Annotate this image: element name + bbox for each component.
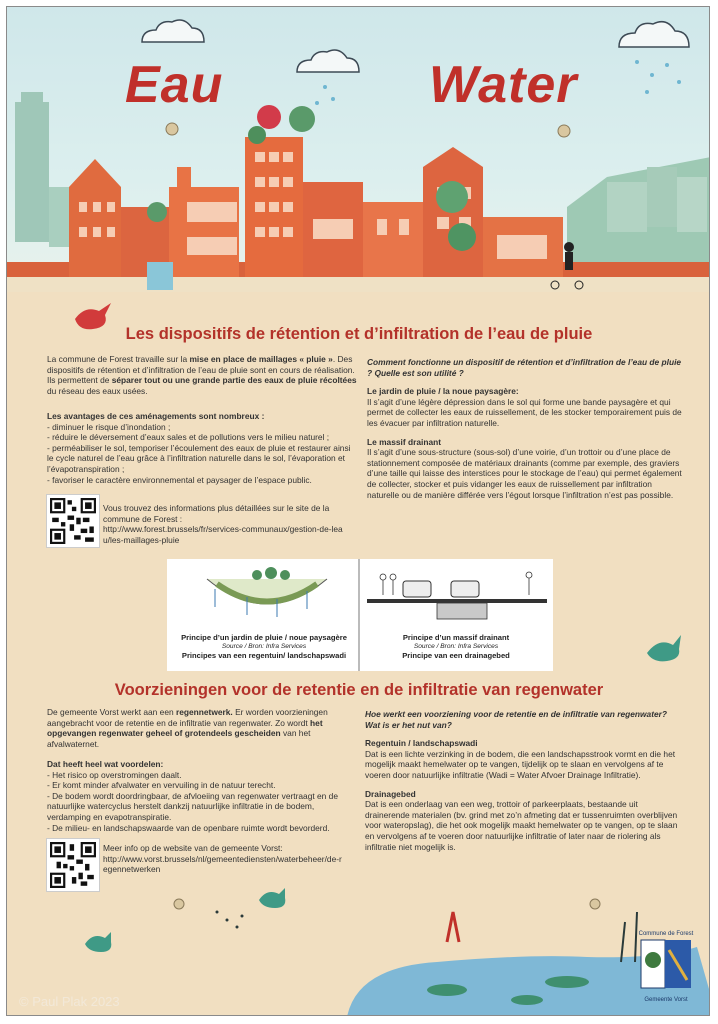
nl-question: Hoe werkt een voorziening voor de retentie en de infiltratie van regenwater? Wat is er het nut van?: [365, 709, 668, 730]
fr-url-link[interactable]: http://www.forest.brussels/fr/services-communaux/gestion-de-leau/les-maillages-pluie: [103, 524, 343, 545]
right-cap-fr: Principe d’un massif drainant: [402, 633, 510, 642]
french-intro: [47, 354, 357, 396]
fr-intro-1: La commune de Forest travaille sur la: [47, 354, 188, 364]
nl-advantage-item: - De milieu- en landschapswaarde van de openbare ruimte wordt bevorderd.: [47, 822, 330, 833]
fr-advantage-item: - diminuer le risque d’inondation ;: [47, 421, 171, 432]
nl-advantage-item: - Het risico op overstromingen daalt.: [47, 769, 182, 780]
fr-intro-bold-2: séparer tout ou une grande partie des eaux de pluie récoltées: [111, 375, 357, 386]
commune-logo: [635, 931, 697, 1011]
copyright-watermark: © Paul Plak 2023: [19, 994, 120, 1009]
fr-advantage-item: - perméabiliser le sol, temporiser l’écoulement des eaux de pluie et restaurer ainsi le cycle naturel de l’eau grâce à l’infiltration naturelle dans le sol, l’évaporation et l’évapotranspiration ;: [47, 442, 351, 474]
fr-massif-title: Le massif drainant: [367, 436, 442, 447]
nl-drain-title: Drainagebed: [365, 788, 416, 799]
title-dutch: Water: [429, 56, 578, 114]
fr-garden-title: Le jardin de pluie / la noue paysagère:: [367, 386, 519, 397]
left-diagram-caption: [173, 633, 355, 660]
nl-advantage-item: - De bodem wordt doordringbaar, de afvloeiing van regenwater vertraagt en de natuurlijke watercyclus herstelt dankzij natuurlijke infiltratie in de bodem, verdamping en evapotranspiratie.: [47, 790, 338, 822]
dutch-right-column: [365, 709, 683, 852]
nl-more-info-text: Meer info op de website van de gemeente Vorst:: [103, 843, 283, 853]
left-cap-fr: Principe d’un jardin de pluie / noue paysagère: [181, 633, 347, 642]
french-advantages: [47, 411, 359, 485]
left-cap-source: Source / Bron: Infra Services: [221, 643, 307, 650]
nl-url-link[interactable]: http://www.vorst.brussels/nl/gemeentediensten/waterbeheer/de-regennetwerken: [103, 853, 342, 875]
title-french: Eau: [125, 56, 224, 114]
french-more-info: [103, 503, 343, 545]
logo-top-text: Commune de Forest: [638, 931, 694, 937]
nl-advantage-item: - Er komt minder afvalwater en vervuiling in de natuur terecht.: [47, 780, 276, 791]
city-illustration: [7, 7, 710, 292]
fr-advantage-item: - favoriser le caractère environnemental et paysager de l’espace public.: [47, 474, 312, 485]
nl-intro-1: De gemeente Vorst werkt aan een: [47, 707, 174, 717]
left-cap-nl: Principes van een regentuin/ landschapswadi: [181, 651, 347, 660]
dutch-intro: [47, 707, 357, 749]
fr-question: Comment fonctionne un dispositif de rétention et d’infiltration de l’eau de pluie ? Quelle est son utilité ?: [367, 357, 682, 378]
city-skyline-illustration: [7, 7, 710, 292]
nl-garden-text: Dat is een lichte verzinking in de bodem, die een landschapsstrook vormt en die het mogelijk maakt hemelwater op te vangen, tijdelijk op te slaan en vervolgens af te voeren door natuurlijke infiltratie (Wadi = Water Afvoer Drainage Infiltratie).: [365, 748, 676, 780]
nl-intro-3: van het afvalwaternet.: [47, 728, 311, 749]
logo-bottom-text: Gemeente Vorst: [644, 997, 688, 1003]
fr-intro-2: . Des dispositifs de rétention et d’infiltration de l’eau de pluie sont en cours de réalisation. Ils permettent de: [47, 354, 355, 386]
fr-garden-text: Il s’agit d’une légère dépression dans le sol qui forme une bande paysagère et qui permet de collecter les eaux de ruissellement, de les stocker temporairement puis de les évacuer par infiltration naturelle.: [367, 396, 682, 428]
fr-intro-3: du réseau des eaux usées.: [47, 385, 148, 396]
french-right-column: [367, 357, 685, 500]
sign-panel: [6, 6, 710, 1016]
nl-advantages-title: Dat heeft heel wat voordelen:: [47, 759, 164, 769]
nl-intro-bold-1: regennetwerk.: [175, 707, 233, 717]
dutch-more-info: [103, 843, 343, 875]
right-cap-source: Source / Bron: Infra Services: [413, 643, 499, 650]
logo-emblem-icon: [635, 938, 697, 992]
nl-drain-text: Dat is een onderlaag van een weg, trottoir of parkeerplaats, bestaande uit drainerende materialen (bv. grind met zo’n afmeting dat er tussenruimten overblijven voor wateropslag), die het ook mogelijk maakt hemelwater op te vangen, op te slaan en vervolgens af te voeren door natuurlijke infiltratie of later naar de riolering als infiltratie niet mogelijk is.: [365, 799, 678, 852]
dutch-advantages: [47, 759, 359, 833]
fr-more-info-text: Vous trouvez des informations plus détaillées sur le site de la commune de Forest :: [103, 503, 330, 524]
right-diagram-caption: [365, 633, 547, 660]
fr-advantages-title: Les avantages de ces aménagements sont nombreux :: [47, 411, 265, 421]
fr-intro-bold-1: mise en place de maillages « pluie »: [189, 354, 333, 364]
fr-advantage-item: - réduire le déversement d’eaux sales et de pollutions vers le milieu naturel ;: [47, 432, 330, 443]
french-section-heading: Les dispositifs de rétention et d’infiltration de l’eau de pluie: [125, 325, 593, 343]
principle-diagrams: [167, 559, 553, 671]
green-bird-icon: [643, 629, 685, 667]
dutch-section-heading: Voorzieningen voor de retentie en de infiltratie van regenwater: [114, 681, 604, 699]
nl-intro-2: Er worden voorzieningen aangebracht voor de retentie en de infiltratie van regenwater. Zo wordt: [47, 707, 328, 728]
right-cap-nl: Principe van een drainagebed: [402, 651, 510, 660]
nl-garden-title: Regentuin / landschapswadi: [365, 738, 478, 749]
qr-code-forest[interactable]: [47, 495, 99, 547]
fr-massif-text: Il s’agit d’une sous-structure (sous-sol) d’une voirie, d’un trottoir ou d’une place de stationnement composée de matériaux drainants (comme par exemple, des graviers d’une taille qui laisse des interstices pour le stockage de l’eau) qui permet également de collecter, stocker et puis vidanger les eaux de ruissellement par infiltration naturelle ou de manière différée vers l’égout lorsque l’infiltration n’est pas possible.: [367, 447, 682, 500]
nl-intro-bold-2: het opgevangen regenwater geheel of grotendeels gescheiden: [47, 717, 323, 739]
